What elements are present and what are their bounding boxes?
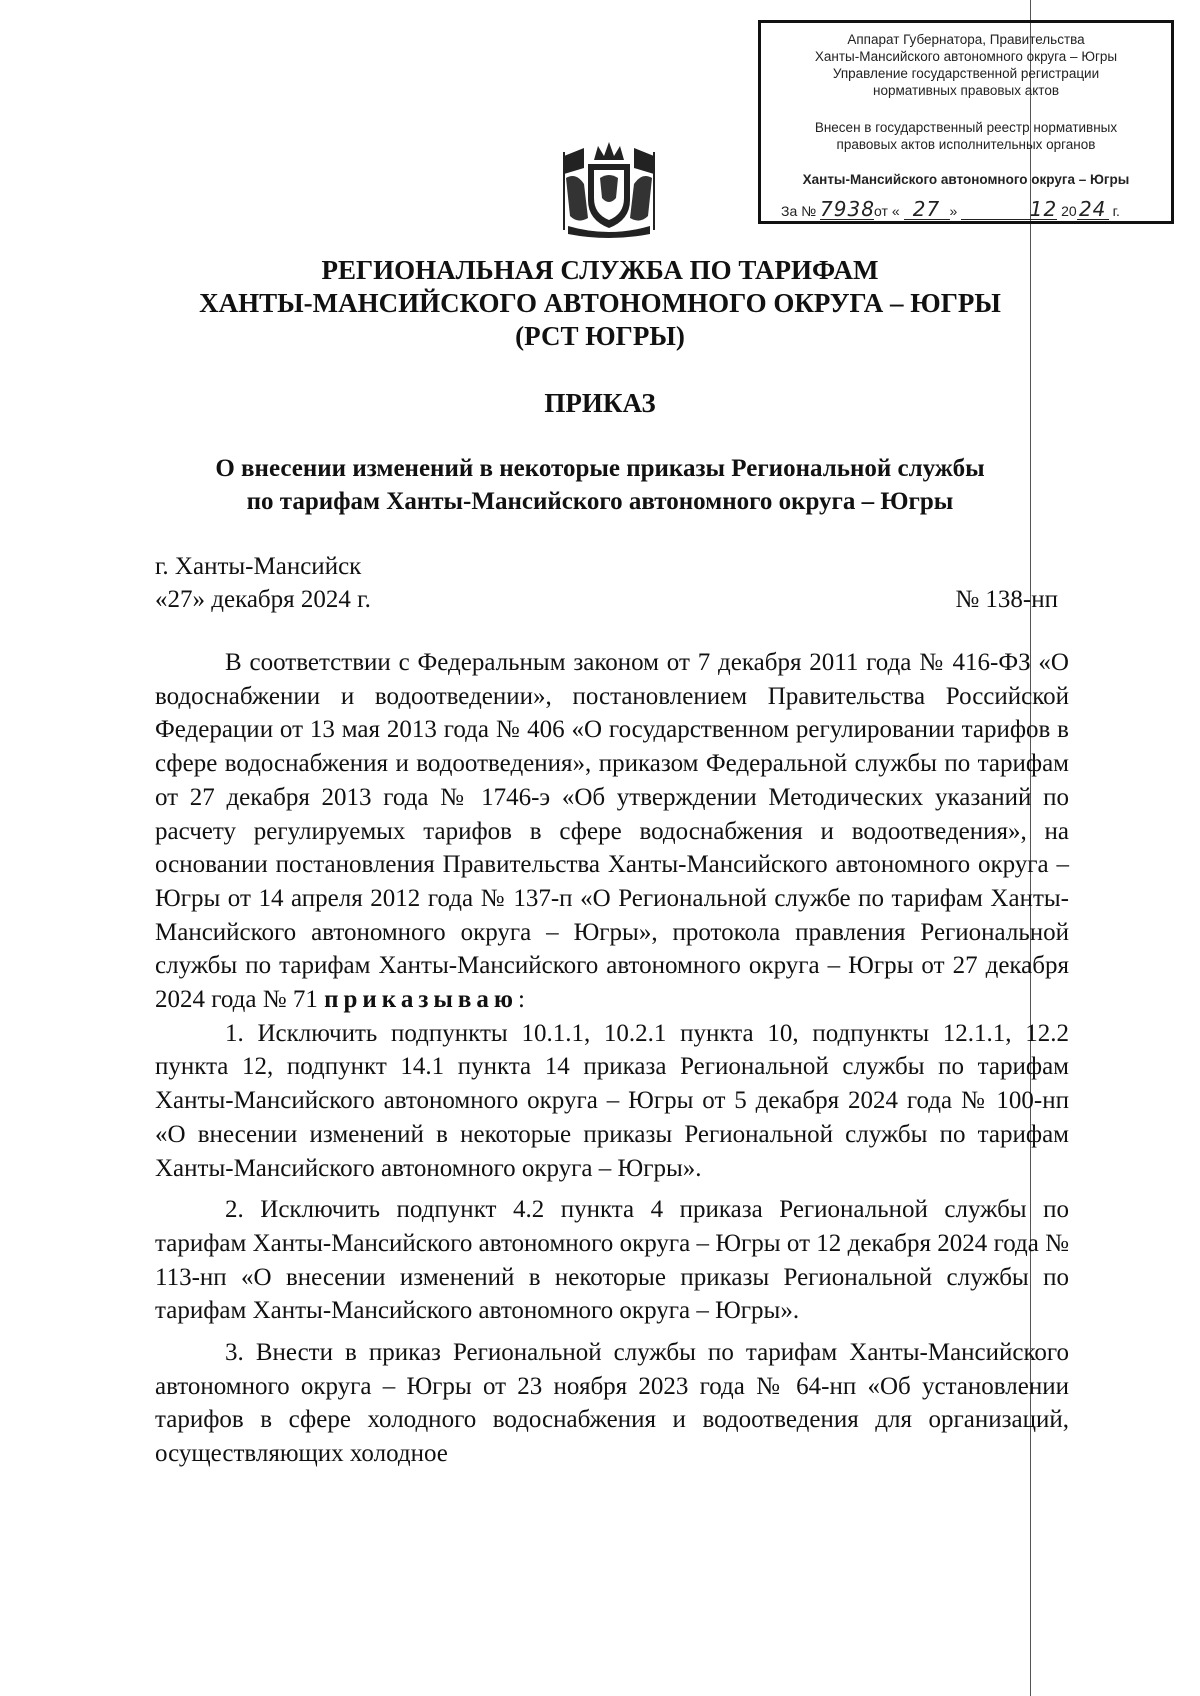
document-body [155,646,1069,1471]
stamp-region: Ханты-Мансийского автономного округа – Югры [802,172,1130,187]
item-3-paragraph: 3. Внести в приказ Региональной службы по тарифам Ханты-Мансийского автономного округа – Югры от 23 ноября 2023 года № 64-нп «Об установлении тарифов в сфере холодного водоснабжения и водоотведения для организаций, осуществляющих холодное [155,1339,1069,1468]
coat-of-arms-icon [550,138,668,240]
stamp-reg-day: 27 [904,199,950,220]
document-type: ПРИКАЗ [544,388,656,418]
stamp-registration-line: За № 7938от « 27 » 12 20 24 г. [781,197,1120,221]
stamp-reg-number: 7938 [820,197,875,221]
stamp-registry-note: Внесен в государственный реестр нормативных правовых актов исполнительных органов [814,120,1118,152]
stamp-reg-year: 24 [1077,199,1109,220]
document-number: № 138-нп [955,586,1058,613]
registration-stamp [758,20,1174,224]
item-1-paragraph: 1. Исключить подпункты 10.1.1, 10.2.1 пункта 10, подпункты 12.1.1, 12.2 пункта 12, подпункт 14.1 пункта 14 приказа Региональной службы по тарифам Ханты-Мансийского автономного округа – Югры от 5 декабря 2024 года № 100-нп «О внесении изменений в некоторые приказы Региональной службы по тарифам Ханты-Мансийского автономного округа – Югры». [155,1019,1069,1182]
document-date: «27» декабря 2024 г. [155,586,371,613]
organization-name: РЕГИОНАЛЬНАЯ СЛУЖБА ПО ТАРИФАМ ХАНТЫ-МАНСИЙСКОГО АВТОНОМНОГО ОКРУГА – ЮГРЫ (РСТ ЮГРЫ) [199,255,1001,351]
order-word: приказываю [324,986,519,1014]
document-city: г. Ханты-Мансийск [155,553,362,580]
item-2-paragraph: 2. Исключить подпункт 4.2 пункта 4 приказа Региональной службы по тарифам Ханты-Мансийского автономного округа – Югры от 12 декабря 2024 года № 113-нп «О внесении изменений в некоторые приказы Региональной службы по тарифам Ханты-Мансийского автономного округа – Югры». [155,1196,1069,1325]
document-title: О внесении изменений в некоторые приказы Региональной службы по тарифам Ханты-Мансийского автономного округа – Югры [215,455,985,515]
stamp-reg-month: 12 [961,199,1057,220]
preamble-paragraph: В соответствии с Федеральным законом от 7 декабря 2011 года № 416-ФЗ «О водоснабжении и водоотведении», постановлением Правительства Российской Федерации от 13 мая 2013 года № 406 «О государственном регулировании тарифов в сфере водоснабжения и водоотведения», приказом Федеральной службы по тарифам от 27 декабря 2013 года № 1746-э «Об утверждении Методических указаний по расчету регулируемых тарифов в сфере водоснабжения и водоотведения», на основании постановления Правительства Ханты-Мансийского автономного округа – Югры от 14 апреля 2012 года № 137-п «О Региональной службе по тарифам Ханты-Мансийского автономного округа – Югры», протокола правления Региональной службы по тарифам Ханты-Мансийского автономного округа – Югры от 27 декабря 2024 года № 71 приказываю: [155,649,1069,1014]
stamp-authority: Аппарат Губернатора, Правительства Ханты-Мансийского автономного округа – Югры Управление государственной регистрации нормативных правовых актов [814,32,1118,98]
